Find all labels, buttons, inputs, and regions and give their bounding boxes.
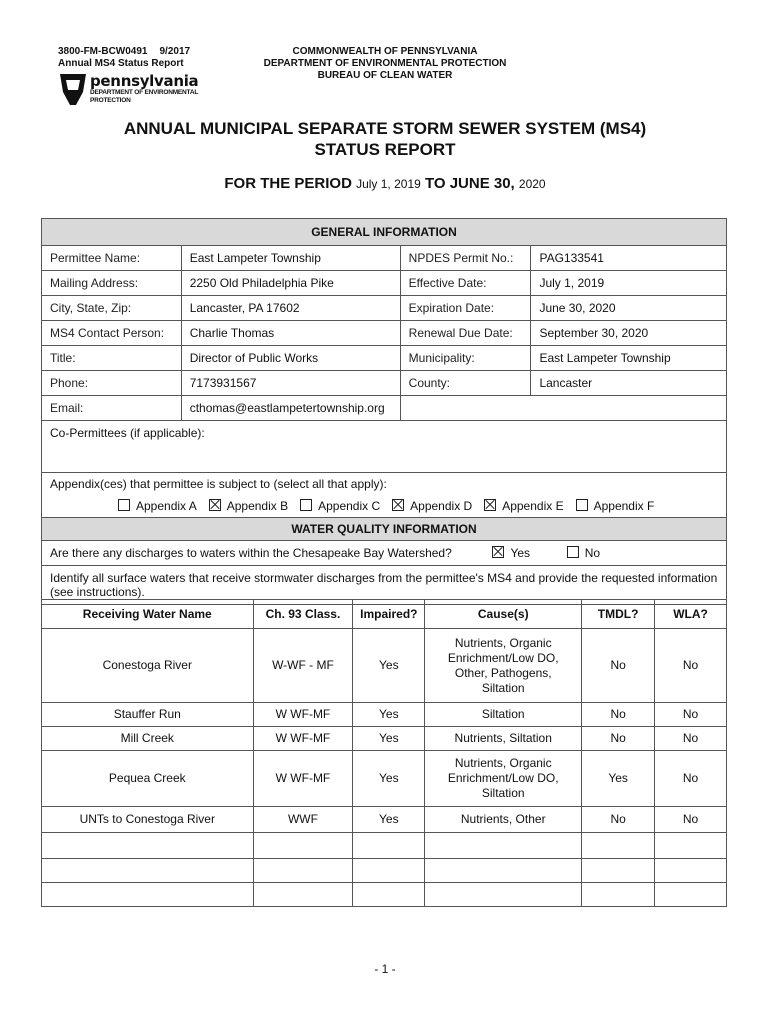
column-header: WLA? <box>655 600 727 629</box>
period-end-year[interactable]: 2020 <box>518 177 546 191</box>
cell-impaired[interactable] <box>353 883 425 907</box>
cell-impaired[interactable]: Yes <box>353 807 425 833</box>
cell-name[interactable]: Mill Creek <box>42 727 254 751</box>
receiving-water-table <box>41 599 727 907</box>
effective-field[interactable]: July 1, 2019 <box>531 271 727 296</box>
agency-header <box>230 46 540 82</box>
cell-wla[interactable] <box>655 859 727 883</box>
cell-name[interactable] <box>42 883 254 907</box>
cell-tmdl[interactable]: No <box>582 703 655 727</box>
cell-name[interactable] <box>42 833 254 859</box>
cell-cls[interactable]: W WF-MF <box>253 751 353 807</box>
county-field[interactable]: Lancaster <box>531 371 727 396</box>
cell-cls[interactable]: WWF <box>253 807 353 833</box>
renewal-field[interactable]: September 30, 2020 <box>531 321 727 346</box>
table-row <box>42 629 727 703</box>
cell-tmdl[interactable]: No <box>582 807 655 833</box>
title-label: Title: <box>42 346 182 371</box>
cell-impaired[interactable]: Yes <box>353 629 425 703</box>
cell-causes[interactable]: Nutrients, Organic Enrichment/Low DO, Other, Pathogens, Siltation <box>425 629 582 703</box>
email-label: Email: <box>42 396 182 421</box>
form-date: 9/2017 <box>159 46 191 57</box>
keystone-icon <box>58 72 88 106</box>
table-row <box>42 807 727 833</box>
chesapeake-question: Are there any discharges to waters within the Chesapeake Bay Watershed? <box>50 546 452 560</box>
appendix-checkbox[interactable] <box>300 499 312 511</box>
cell-tmdl[interactable] <box>582 833 655 859</box>
cell-causes[interactable]: Nutrients, Other <box>425 807 582 833</box>
cell-name[interactable]: Pequea Creek <box>42 751 254 807</box>
appendix-checkbox[interactable] <box>209 499 221 511</box>
period-start[interactable]: July 1, 2019 <box>356 177 421 191</box>
cell-name[interactable] <box>42 859 254 883</box>
county-label: County: <box>400 371 531 396</box>
cell-impaired[interactable] <box>353 833 425 859</box>
appendix-option-label: Appendix F <box>593 499 655 513</box>
instructions: Identify all surface waters that receive stormwater discharges from the permittee's MS4 and provide the requested information (see instructions). <box>42 566 727 605</box>
table-row <box>42 833 727 859</box>
cell-wla[interactable]: No <box>655 751 727 807</box>
column-header: Receiving Water Name <box>42 600 254 629</box>
cell-causes[interactable]: Nutrients, Organic Enrichment/Low DO, Siltation <box>425 751 582 807</box>
appendix-label: Appendix(ces) that permittee is subject to (select all that apply): <box>50 477 387 491</box>
form-code: 3800-FM-BCW0491 <box>58 46 148 57</box>
appendix-option-label: Appendix B <box>226 499 289 513</box>
agency-commonwealth: COMMONWEALTH OF PENNSYLVANIA <box>292 46 478 57</box>
expiration-field[interactable]: June 30, 2020 <box>531 296 727 321</box>
cell-impaired[interactable] <box>353 859 425 883</box>
effective-label: Effective Date: <box>400 271 531 296</box>
appendix-option-label: Appendix C <box>318 499 381 513</box>
appendix-option[interactable] <box>118 499 197 513</box>
water-quality-heading: WATER QUALITY INFORMATION <box>42 518 727 541</box>
appendix-option[interactable] <box>209 499 288 513</box>
contact-label: MS4 Contact Person: <box>42 321 182 346</box>
logo-wordmark: pennsylvania <box>90 72 199 90</box>
table-row <box>42 859 727 883</box>
cell-wla[interactable]: No <box>655 807 727 833</box>
cell-tmdl[interactable]: No <box>582 727 655 751</box>
npdes-field[interactable]: PAG133541 <box>531 246 727 271</box>
city-field[interactable]: Lancaster, PA 17602 <box>181 296 400 321</box>
cell-wla[interactable]: No <box>655 703 727 727</box>
cell-cls[interactable]: W WF-MF <box>253 703 353 727</box>
cell-tmdl[interactable]: Yes <box>582 751 655 807</box>
cell-causes[interactable]: Siltation <box>425 703 582 727</box>
appendix-checkbox[interactable] <box>484 499 496 511</box>
cell-wla[interactable]: No <box>655 629 727 703</box>
cell-cls[interactable] <box>253 859 353 883</box>
copermittees-field[interactable] <box>42 421 727 473</box>
cell-name[interactable]: Conestoga River <box>42 629 254 703</box>
report-title: ANNUAL MUNICIPAL SEPARATE STORM SEWER SYSTEM (MS4) STATUS REPORT <box>123 119 647 159</box>
appendix-checkbox[interactable] <box>392 499 404 511</box>
email-blank <box>400 396 726 421</box>
contact-field[interactable]: Charlie Thomas <box>181 321 400 346</box>
cell-cls[interactable]: W WF-MF <box>253 727 353 751</box>
permittee-label: Permittee Name: <box>42 246 182 271</box>
cell-impaired[interactable]: Yes <box>353 703 425 727</box>
cell-tmdl[interactable] <box>582 883 655 907</box>
cell-wla[interactable] <box>655 883 727 907</box>
cell-causes[interactable] <box>425 859 582 883</box>
cell-impaired[interactable]: Yes <box>353 751 425 807</box>
cell-causes[interactable] <box>425 833 582 859</box>
column-header: Ch. 93 Class. <box>253 600 353 629</box>
column-header: TMDL? <box>582 600 655 629</box>
table-row <box>42 727 727 751</box>
phone-field[interactable]: 7173931567 <box>181 371 400 396</box>
chesapeake-yes-checkbox[interactable] <box>492 546 504 558</box>
cell-name[interactable]: UNTs to Conestoga River <box>42 807 254 833</box>
chesapeake-no-label: No <box>584 546 601 560</box>
page-number: - 1 - <box>374 962 396 976</box>
appendix-option[interactable] <box>484 499 563 513</box>
city-label: City, State, Zip: <box>42 296 182 321</box>
cell-cls[interactable]: W-WF - MF <box>253 629 353 703</box>
copermittees-label: Co-Permittees (if applicable): <box>50 426 205 440</box>
cell-cls[interactable] <box>253 883 353 907</box>
cell-impaired[interactable]: Yes <box>353 727 425 751</box>
email-field[interactable]: cthomas@eastlampetertownship.org <box>181 396 400 421</box>
cell-name[interactable]: Stauffer Run <box>42 703 254 727</box>
municipality-field[interactable]: East Lampeter Township <box>531 346 727 371</box>
table-row <box>42 883 727 907</box>
chesapeake-yes-label: Yes <box>510 546 531 560</box>
appendix-option-label: Appendix E <box>502 499 564 513</box>
appendix-option-label: Appendix A <box>136 499 197 513</box>
pa-dep-logo <box>58 72 208 108</box>
cell-causes[interactable] <box>425 883 582 907</box>
form-identifier <box>58 46 202 70</box>
appendix-option[interactable] <box>300 499 380 513</box>
appendix-options <box>50 499 718 513</box>
cell-wla[interactable] <box>655 833 727 859</box>
permittee-field[interactable]: East Lampeter Township <box>181 246 400 271</box>
cell-wla[interactable]: No <box>655 727 727 751</box>
agency-department: DEPARTMENT OF ENVIRONMENTAL PROTECTION <box>263 58 507 69</box>
mailing-field[interactable]: 2250 Old Philadelphia Pike <box>181 271 400 296</box>
general-info-heading: GENERAL INFORMATION <box>42 219 727 246</box>
cell-tmdl[interactable] <box>582 859 655 883</box>
phone-label: Phone: <box>42 371 182 396</box>
renewal-label: Renewal Due Date: <box>400 321 531 346</box>
expiration-label: Expiration Date: <box>400 296 531 321</box>
chesapeake-no-checkbox[interactable] <box>567 546 579 558</box>
report-period: FOR THE PERIOD July 1, 2019 TO JUNE 30, 2020 <box>224 175 546 192</box>
cell-cls[interactable] <box>253 833 353 859</box>
agency-bureau: BUREAU OF CLEAN WATER <box>317 70 453 81</box>
appendix-cell <box>42 473 727 518</box>
general-information-table <box>41 218 727 605</box>
cell-causes[interactable]: Nutrients, Siltation <box>425 727 582 751</box>
appendix-option-label: Appendix D <box>410 499 473 513</box>
mailing-label: Mailing Address: <box>42 271 182 296</box>
chesapeake-row <box>42 541 727 566</box>
appendix-checkbox[interactable] <box>576 499 588 511</box>
municipality-label: Municipality: <box>400 346 531 371</box>
appendix-option[interactable] <box>576 499 655 513</box>
npdes-label: NPDES Permit No.: <box>400 246 531 271</box>
appendix-option[interactable] <box>392 499 472 513</box>
form-name: Annual MS4 Status Report <box>58 58 184 69</box>
column-header: Impaired? <box>353 600 425 629</box>
column-header: Cause(s) <box>425 600 582 629</box>
appendix-checkbox[interactable] <box>118 499 130 511</box>
table-row <box>42 751 727 807</box>
title-field[interactable]: Director of Public Works <box>181 346 400 371</box>
cell-tmdl[interactable]: No <box>582 629 655 703</box>
table-row <box>42 703 727 727</box>
logo-subtitle: DEPARTMENT OF ENVIRONMENTAL PROTECTION <box>90 89 199 104</box>
